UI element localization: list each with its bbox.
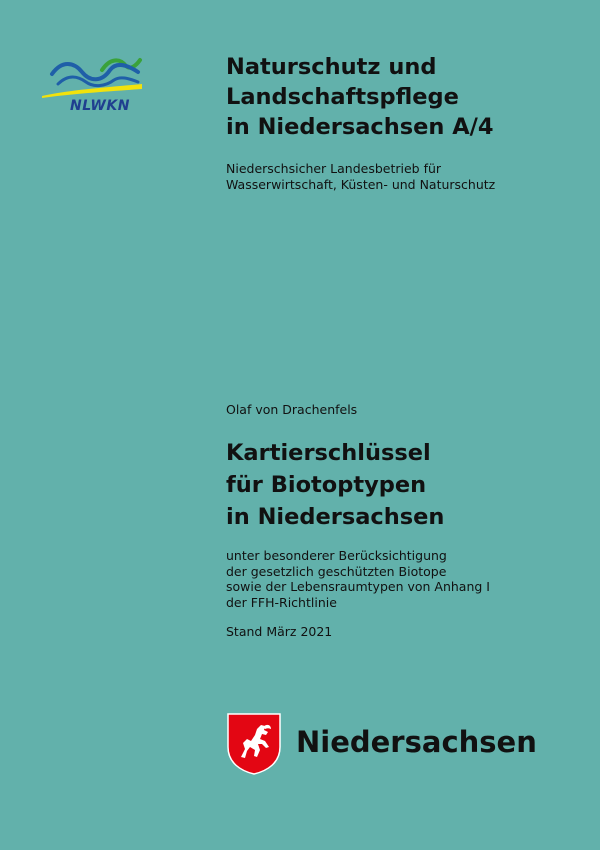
main-title-line: für Biotoptypen <box>226 472 427 498</box>
main-title-line: Kartierschlüssel <box>226 440 431 466</box>
author: Olaf von Drachenfels <box>226 402 358 417</box>
coat-of-arms-icon <box>227 713 281 775</box>
publisher-line: Wasserwirtschaft, Küsten- und Naturschutz <box>226 177 496 192</box>
logo-text: NLWKN <box>70 98 130 114</box>
series-title-line: Naturschutz und <box>226 54 437 80</box>
logo-waves-icon <box>40 48 145 98</box>
subtitle-line: der gesetzlich geschützten Biotope <box>226 563 447 579</box>
edition-date: Stand März 2021 <box>226 624 333 639</box>
main-title-line: in Niedersachsen <box>226 504 445 530</box>
subtitle-line: der FFH-Richtlinie <box>226 594 337 610</box>
subtitle <box>226 548 566 610</box>
nlwkn-logo <box>40 48 145 118</box>
subtitle-line: unter besonderer Berücksichtigung <box>226 548 447 563</box>
state-name: Niedersachsen <box>296 725 537 759</box>
series-title-line: in Niedersachsen A/4 <box>226 114 494 140</box>
publisher-line: Niederschsicher Landesbetrieb für <box>226 161 442 176</box>
series-title-line: Landschaftspflege <box>226 84 459 110</box>
publisher <box>226 161 566 193</box>
subtitle-line: sowie der Lebensraumtypen von Anhang I <box>226 579 490 594</box>
main-title <box>226 437 566 533</box>
series-title <box>226 52 566 142</box>
